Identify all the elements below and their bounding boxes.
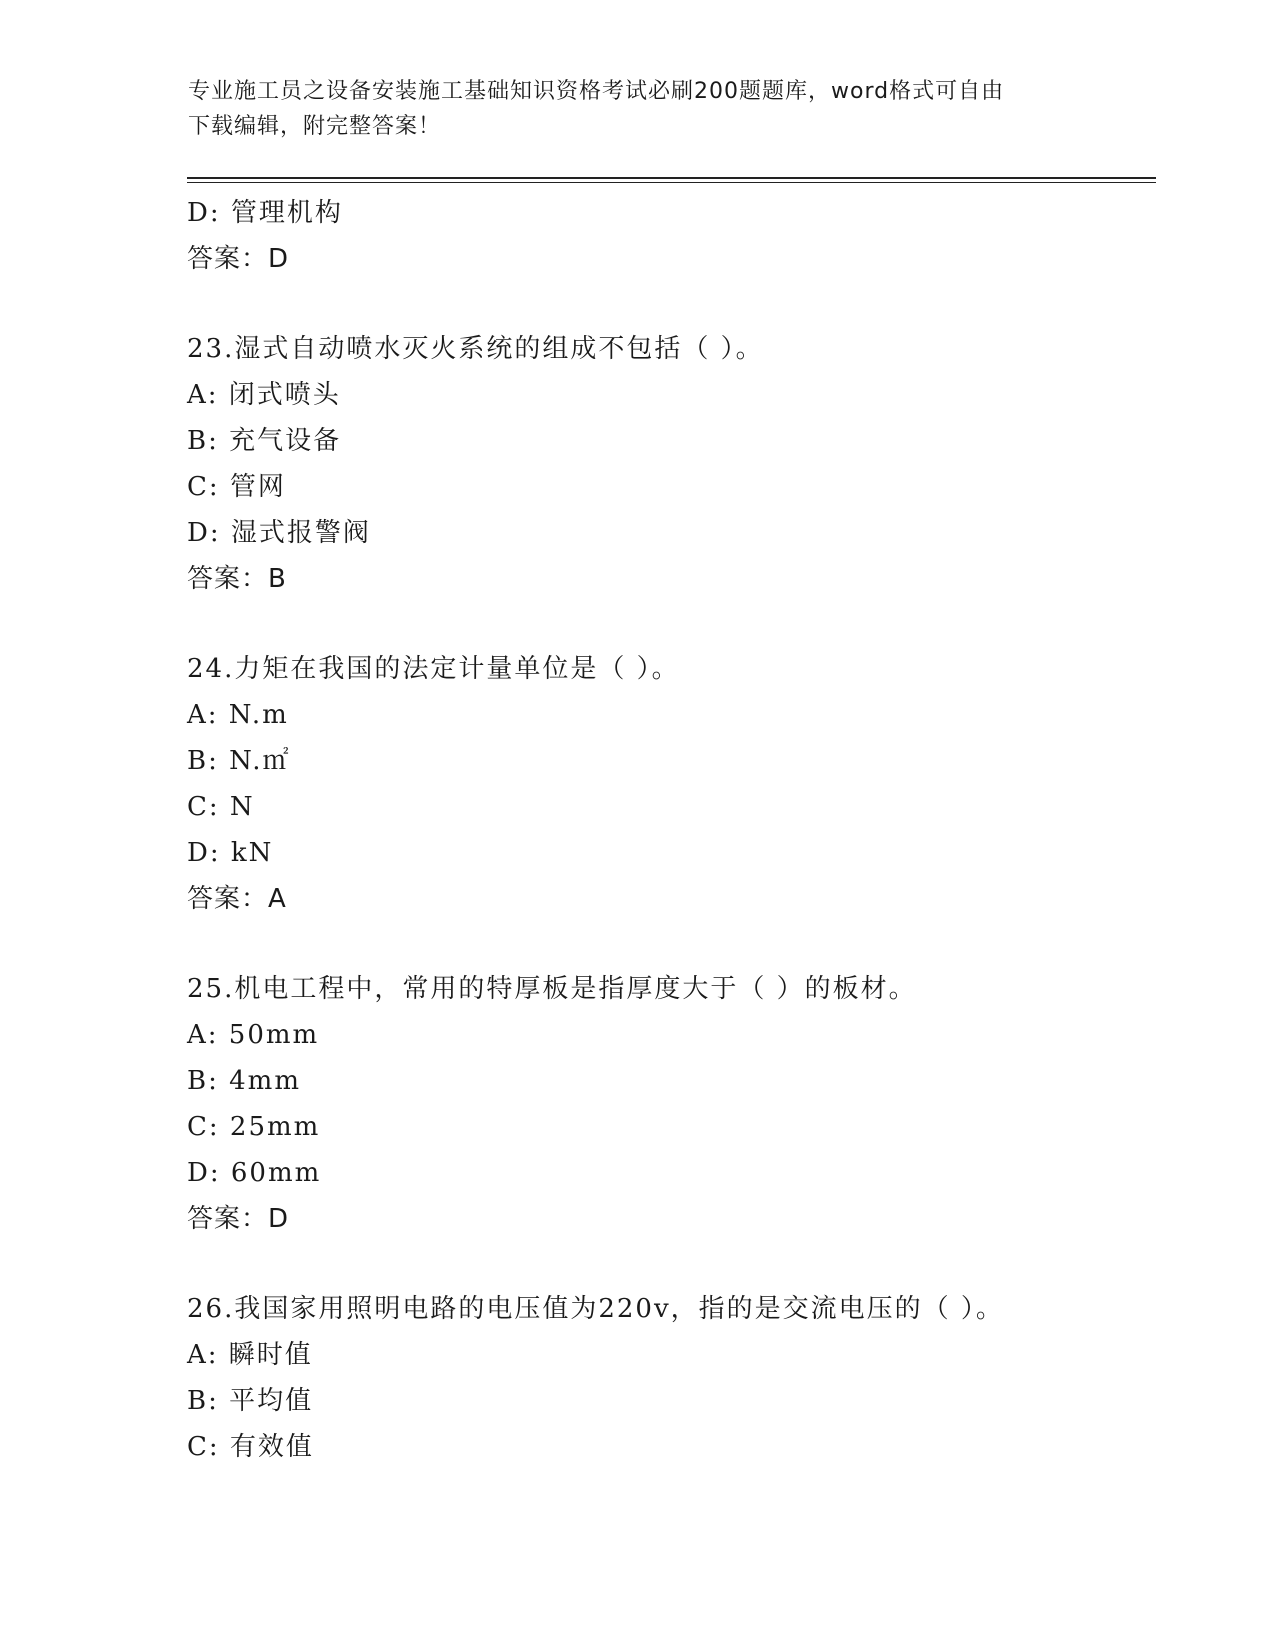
answer-line: 答案：A [187,884,287,914]
option-b: B: N.㎡ [187,746,291,776]
option-a: A: 瞬时值 [187,1340,313,1370]
option-a: A: 闭式喷头 [187,380,341,410]
header-line-1: 专业施工员之设备安装施工基础知识资格考试必刷200题题库，word格式可自由 [188,79,1005,104]
question-24 [187,646,1187,922]
option-c: C: 管网 [187,472,286,502]
question-23 [187,326,1187,602]
question-content [187,190,1187,1470]
option-d: D: 湿式报警阀 [187,518,371,548]
question-stem: 23.湿式自动喷水灭火系统的组成不包括（ ）。 [187,334,764,364]
option-c: C: 有效值 [187,1432,314,1462]
option-c: C: N [187,792,255,822]
question-25 [187,966,1187,1242]
header-rule-thick [187,177,1156,179]
document-header [188,74,1068,144]
option-d: D: kN [187,838,274,868]
option-a: A: 50mm [187,1020,320,1050]
option-b: B: 4mm [187,1066,301,1096]
option-c: C: 25mm [187,1112,321,1142]
question-stem: 25.机电工程中，常用的特厚板是指厚度大于（ ）的板材。 [187,974,917,1004]
answer-line: 答案：D [187,1204,290,1234]
question-stem: 24.力矩在我国的法定计量单位是（ ）。 [187,654,680,684]
option-d: D: 60mm [187,1158,322,1188]
header-line-2: 下载编辑，附完整答案！ [188,114,442,139]
option-a: A: N.m [187,700,289,730]
answer-line: 答案：D [187,244,290,274]
header-rule-thin [187,182,1156,183]
question-stem: 26.我国家用照明电路的电压值为220v，指的是交流电压的（ ）。 [187,1294,1004,1324]
option-b: B: 平均值 [187,1386,314,1416]
option-b: B: 充气设备 [187,426,342,456]
answer-line: 答案：B [187,564,287,594]
question-26 [187,1286,1187,1470]
option-d: D: 管理机构 [187,198,343,228]
